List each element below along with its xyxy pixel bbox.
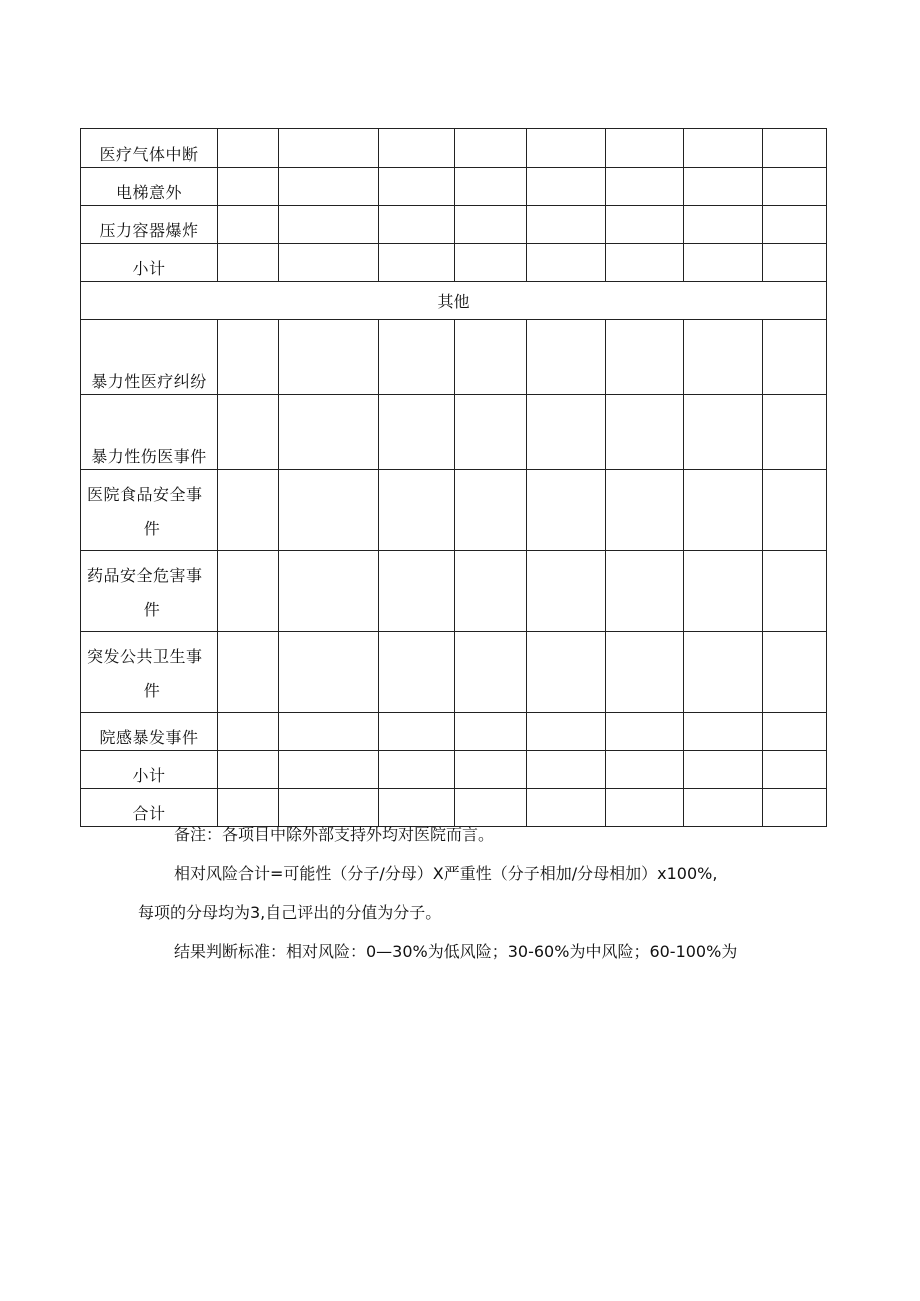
criteria-text: 结果判断标准：相对风险：0—30%为低风险；30-60%为中风险；60-100%为 — [174, 942, 738, 961]
table-cell — [379, 129, 455, 168]
table-cell — [218, 244, 279, 282]
row-label: 暴力性医疗纠纷 — [81, 320, 218, 395]
table-cell — [763, 789, 827, 827]
table-cell — [279, 206, 379, 244]
table-cell — [279, 789, 379, 827]
row-label: 院感暴发事件 — [81, 713, 218, 751]
table-cell — [379, 713, 455, 751]
table-cell — [606, 470, 684, 551]
row-label-line1: 医院食品安全事 — [87, 485, 203, 504]
table-cell — [684, 168, 763, 206]
table-row — [81, 244, 827, 282]
section-title: 其他 — [81, 282, 827, 320]
row-label — [81, 632, 218, 713]
table-cell — [455, 320, 527, 395]
table-cell — [279, 470, 379, 551]
table-cell — [455, 129, 527, 168]
row-label: 合计 — [81, 789, 218, 827]
table-cell — [527, 632, 606, 713]
table-cell — [527, 129, 606, 168]
row-label-line2: 件 — [143, 681, 161, 700]
table-cell — [218, 470, 279, 551]
table-cell — [527, 789, 606, 827]
row-label-line2: 件 — [143, 519, 161, 538]
table-row — [81, 395, 827, 470]
table-cell — [684, 789, 763, 827]
table-row — [81, 632, 827, 713]
table-cell — [763, 751, 827, 789]
table-cell — [218, 168, 279, 206]
table-cell — [279, 632, 379, 713]
table-cell — [379, 751, 455, 789]
table-cell — [379, 789, 455, 827]
table-cell — [684, 751, 763, 789]
table-cell — [279, 129, 379, 168]
table-cell — [763, 129, 827, 168]
table-cell — [527, 206, 606, 244]
table-cell — [379, 470, 455, 551]
table-cell — [606, 320, 684, 395]
table-cell — [684, 551, 763, 632]
table-cell — [218, 551, 279, 632]
table-cell — [218, 751, 279, 789]
table-row — [81, 551, 827, 632]
table-cell — [763, 206, 827, 244]
table-cell — [379, 320, 455, 395]
table-cell — [279, 244, 379, 282]
table-row — [81, 751, 827, 789]
table-cell — [763, 632, 827, 713]
table-cell — [763, 713, 827, 751]
table-row — [81, 789, 827, 827]
table-cell — [606, 789, 684, 827]
row-label: 小计 — [81, 751, 218, 789]
table-cell — [763, 470, 827, 551]
table-cell — [455, 244, 527, 282]
table-cell — [684, 320, 763, 395]
table-row — [81, 206, 827, 244]
table-cell — [763, 551, 827, 632]
table-cell — [606, 168, 684, 206]
row-label — [81, 470, 218, 551]
table-cell — [606, 129, 684, 168]
table-cell — [606, 551, 684, 632]
row-label — [81, 551, 218, 632]
table-cell — [455, 789, 527, 827]
remark-text: 备注：各项目中除外部支持外均对医院而言。 — [174, 825, 495, 844]
table-cell — [279, 320, 379, 395]
table-cell — [279, 395, 379, 470]
table-row — [81, 129, 827, 168]
table-cell — [527, 713, 606, 751]
table-cell — [763, 168, 827, 206]
table-cell — [684, 129, 763, 168]
table-cell — [684, 395, 763, 470]
row-label: 暴力性伤医事件 — [81, 395, 218, 470]
table-cell — [606, 244, 684, 282]
section-row — [81, 282, 827, 320]
table-row — [81, 713, 827, 751]
row-label: 压力容器爆炸 — [81, 206, 218, 244]
formula-text: 相对风险合计=可能性（分子/分母）X严重性（分子相加/分母相加）x100%, — [174, 864, 718, 883]
table-cell — [527, 551, 606, 632]
table-row — [81, 320, 827, 395]
table-cell — [379, 632, 455, 713]
row-label: 医疗气体中断 — [81, 129, 218, 168]
table-cell — [684, 632, 763, 713]
table-cell — [455, 168, 527, 206]
table-cell — [606, 713, 684, 751]
table-cell — [379, 168, 455, 206]
table-cell — [455, 551, 527, 632]
table-cell — [527, 168, 606, 206]
row-label-line2: 件 — [143, 600, 161, 619]
table-cell — [455, 395, 527, 470]
table-cell — [606, 395, 684, 470]
table-cell — [455, 751, 527, 789]
table-row — [81, 168, 827, 206]
table-cell — [218, 320, 279, 395]
table-cell — [279, 168, 379, 206]
table-cell — [684, 713, 763, 751]
table-cell — [279, 751, 379, 789]
table-cell — [684, 206, 763, 244]
row-label-line1: 突发公共卫生事 — [87, 647, 203, 666]
table-cell — [455, 713, 527, 751]
table-cell — [684, 244, 763, 282]
table-cell — [279, 713, 379, 751]
table-cell — [527, 751, 606, 789]
table-cell — [379, 551, 455, 632]
row-label: 电梯意外 — [81, 168, 218, 206]
table-cell — [379, 206, 455, 244]
row-label: 小计 — [81, 244, 218, 282]
table-cell — [218, 206, 279, 244]
table-cell — [684, 470, 763, 551]
table-cell — [218, 789, 279, 827]
table-row — [81, 470, 827, 551]
table-cell — [763, 244, 827, 282]
risk-assessment-table — [80, 128, 827, 827]
table-cell — [763, 395, 827, 470]
table-cell — [527, 395, 606, 470]
table-cell — [218, 395, 279, 470]
table-cell — [606, 632, 684, 713]
table-cell — [527, 320, 606, 395]
table-cell — [455, 632, 527, 713]
table-cell — [606, 751, 684, 789]
table-cell — [379, 395, 455, 470]
table-cell — [606, 206, 684, 244]
table-cell — [527, 244, 606, 282]
table-cell — [527, 470, 606, 551]
table-cell — [218, 129, 279, 168]
row-label-line1: 药品安全危害事 — [87, 566, 203, 585]
table-cell — [279, 551, 379, 632]
denominator-text: 每项的分母均为3,自己评出的分值为分子。 — [138, 903, 442, 922]
table-cell — [379, 244, 455, 282]
table-cell — [218, 713, 279, 751]
table-cell — [455, 470, 527, 551]
table-cell — [763, 320, 827, 395]
table-cell — [218, 632, 279, 713]
table-cell — [455, 206, 527, 244]
